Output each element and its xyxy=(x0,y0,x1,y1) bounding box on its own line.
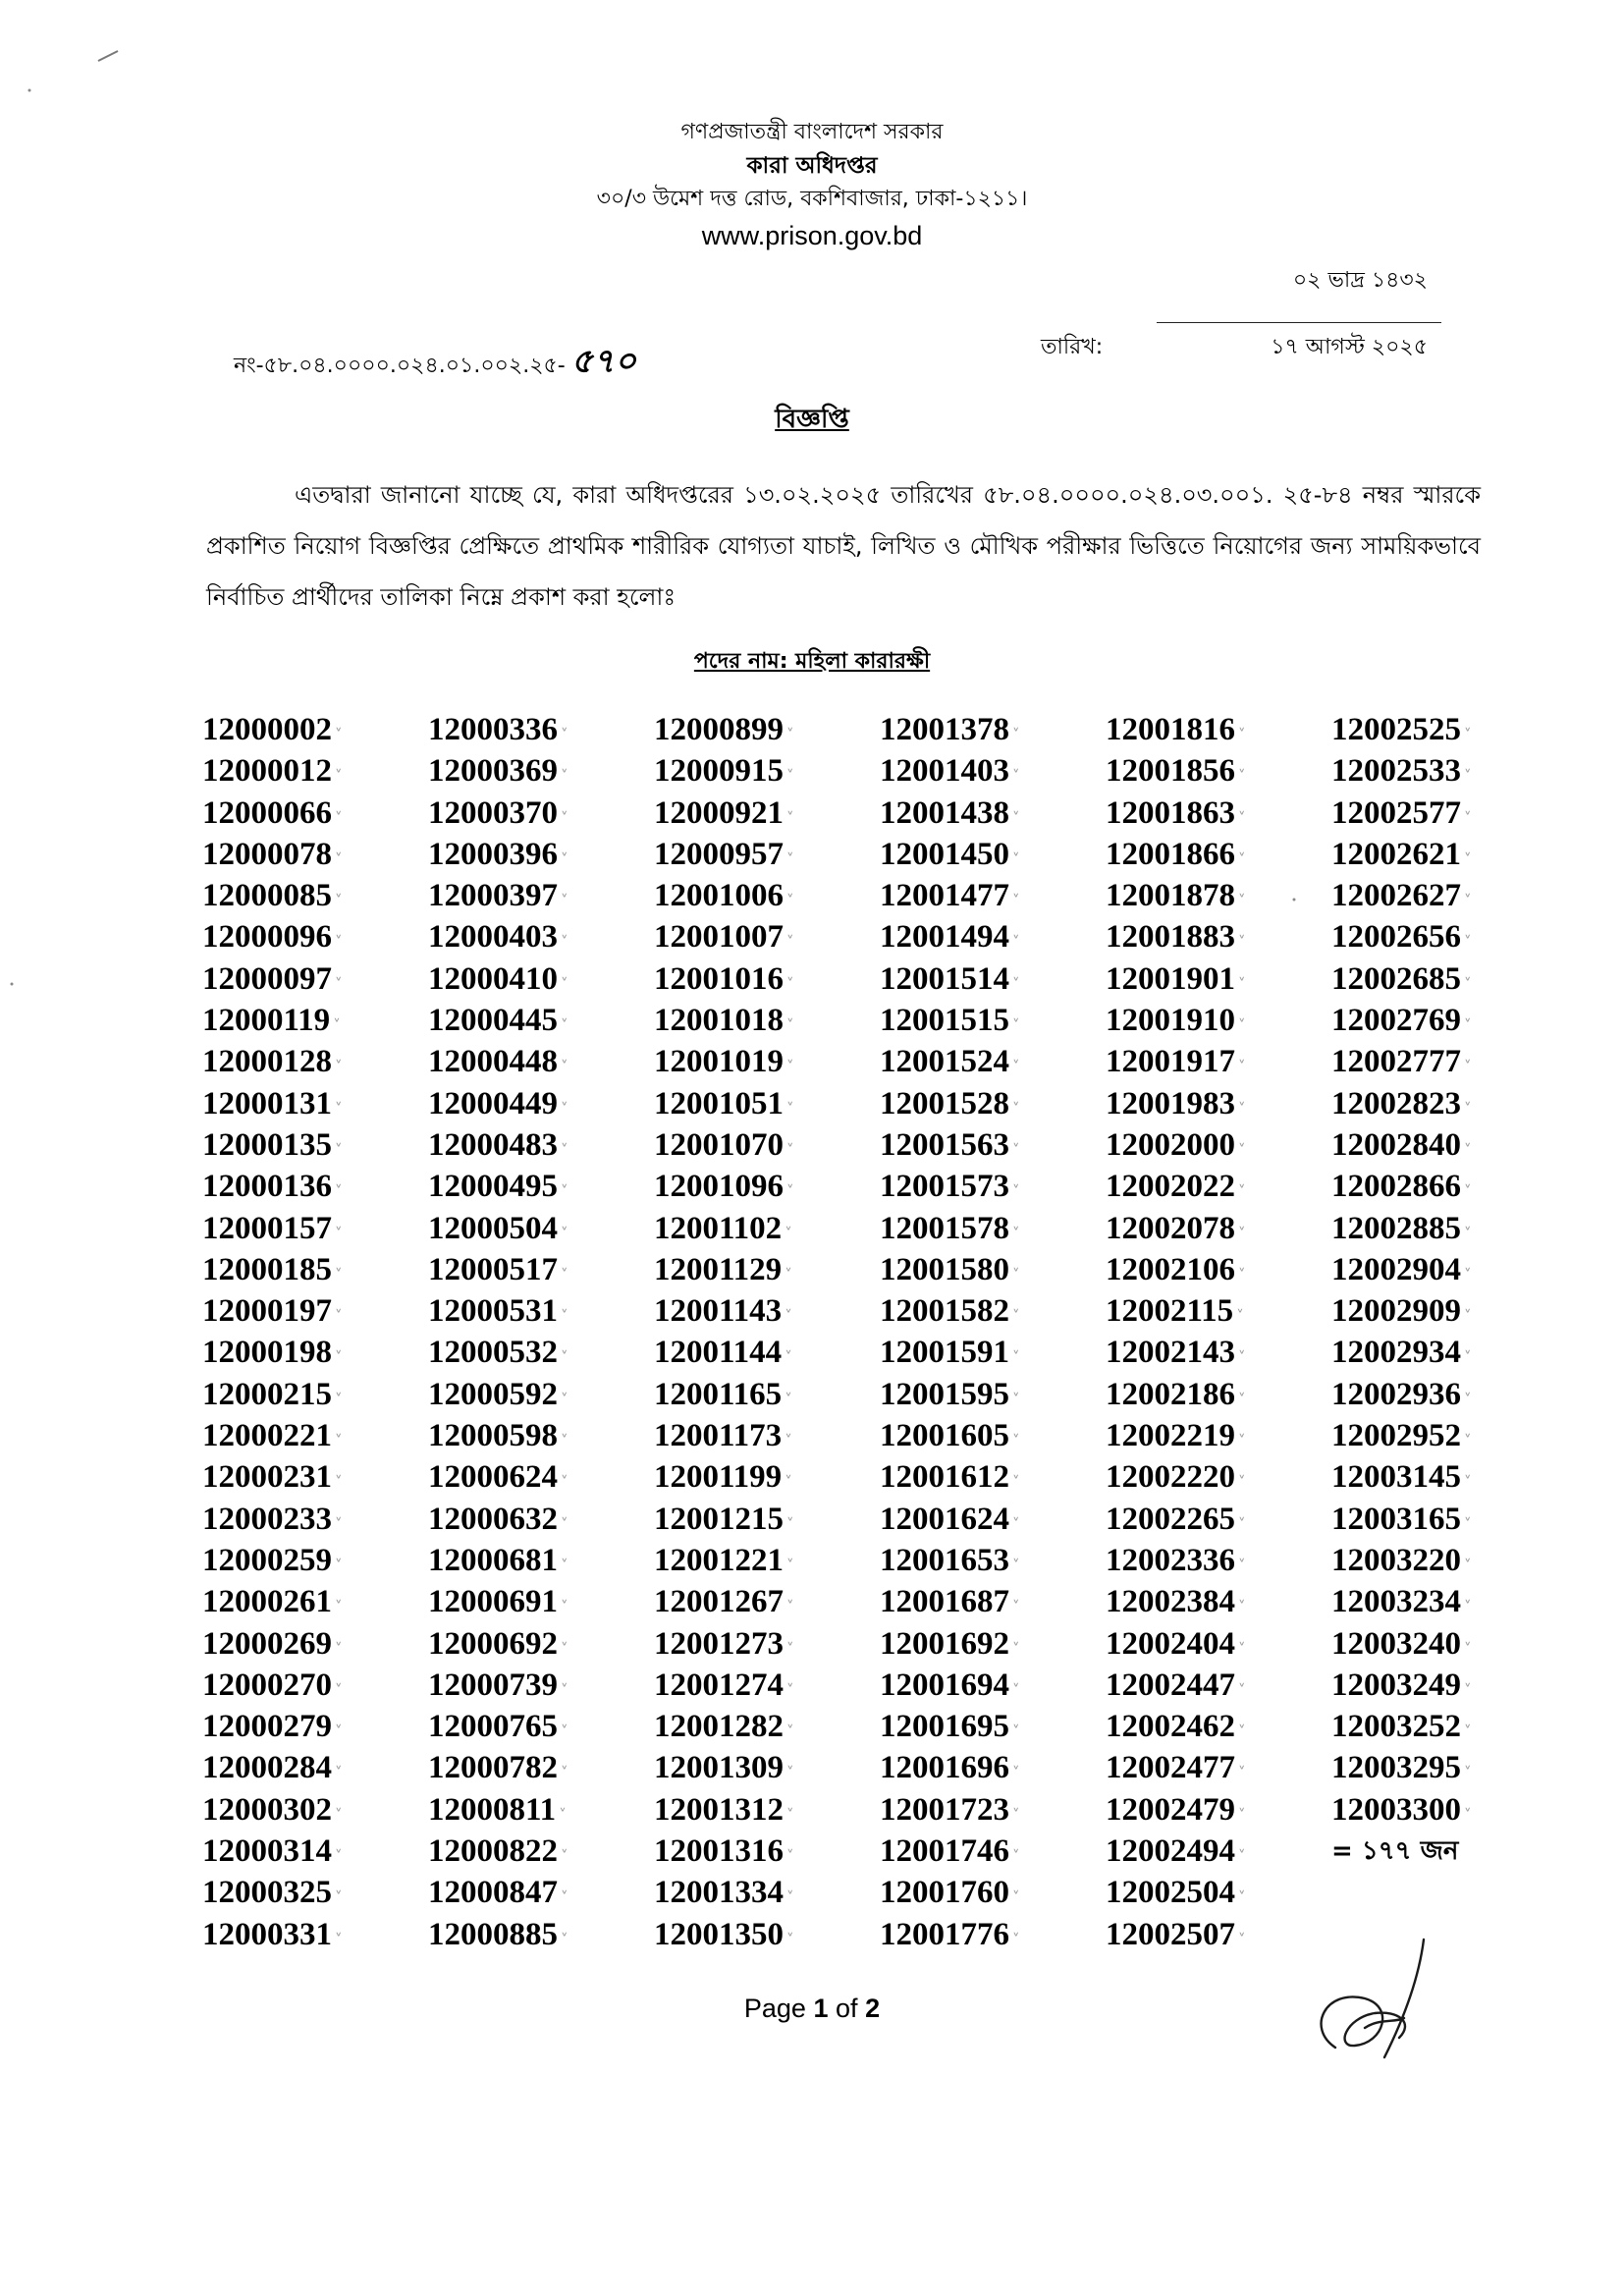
roll-number: 12003220 ˅ xyxy=(1331,1540,1557,1581)
roll-number: 12000445 ˅ xyxy=(428,1000,654,1041)
roll-number: 12000739 ˅ xyxy=(428,1665,654,1706)
post-title-text: পদের নাম: মহিলা কারারক্ষী xyxy=(693,649,931,674)
roll-number: 12002115 ˅ xyxy=(1106,1290,1331,1332)
roll-number: 12002885 ˅ xyxy=(1331,1208,1557,1249)
roll-number: 12002462 ˅ xyxy=(1106,1706,1331,1747)
roll-number: 12000921 ˅ xyxy=(654,793,880,834)
roll-number: 12002404 ˅ xyxy=(1106,1623,1331,1665)
roll-number: 12001477 ˅ xyxy=(880,875,1106,916)
roll-number: 12001878 ˅ xyxy=(1106,875,1331,916)
notice-title xyxy=(0,399,1624,442)
roll-number: 12000483 ˅ xyxy=(428,1124,654,1166)
date-divider xyxy=(1157,322,1441,323)
roll-number: 12002186 ˅ xyxy=(1106,1374,1331,1415)
roll-number: 12001746 ˅ xyxy=(880,1831,1106,1872)
roll-number: 12000157 ˅ xyxy=(202,1208,428,1249)
roll-column xyxy=(1106,709,1331,1955)
office-name: কারা অধিদপ্তর xyxy=(746,153,878,179)
roll-number: 12001273 ˅ xyxy=(654,1623,880,1665)
roll-number: 12000397 ˅ xyxy=(428,875,654,916)
roll-number: 12002866 ˅ xyxy=(1331,1166,1557,1207)
roll-column xyxy=(428,709,654,1955)
roll-number: 12001528 ˅ xyxy=(880,1083,1106,1124)
roll-number: 12000233 ˅ xyxy=(202,1499,428,1540)
roll-number: 12001653 ˅ xyxy=(880,1540,1106,1581)
date-label: তারিখ: xyxy=(1041,335,1104,359)
roll-number: 12001582 ˅ xyxy=(880,1290,1106,1332)
roll-number: 12000325 ˅ xyxy=(202,1872,428,1913)
roll-number: 12000119 ˅ xyxy=(202,1000,428,1041)
roll-number: 12001696 ˅ xyxy=(880,1747,1106,1788)
roll-number: 12001494 ˅ xyxy=(880,916,1106,957)
roll-number: 12001051 ˅ xyxy=(654,1083,880,1124)
government-name: গণপ্রজাতন্ত্রী বাংলাদেশ সরকার xyxy=(680,120,944,144)
roll-number: 12002577 ˅ xyxy=(1331,793,1557,834)
roll-number: 12000449 ˅ xyxy=(428,1083,654,1124)
roll-number: 12001274 ˅ xyxy=(654,1665,880,1706)
roll-number: 12001695 ˅ xyxy=(880,1706,1106,1747)
roll-number: 12000598 ˅ xyxy=(428,1415,654,1456)
roll-number: 12001863 ˅ xyxy=(1106,793,1331,834)
roll-number: 12000811 ˅ xyxy=(428,1789,654,1831)
roll-number: 12001215 ˅ xyxy=(654,1499,880,1540)
roll-number: 12002220 ˅ xyxy=(1106,1456,1331,1498)
roll-number: 12001515 ˅ xyxy=(880,1000,1106,1041)
roll-number: 12002952 ˅ xyxy=(1331,1415,1557,1456)
website-text: www.prison.gov.bd xyxy=(701,221,923,250)
roll-number: 12000261 ˅ xyxy=(202,1581,428,1622)
roll-number: 12000504 ˅ xyxy=(428,1208,654,1249)
roll-number: 12002533 ˅ xyxy=(1331,750,1557,792)
roll-number: 12001102 ˅ xyxy=(654,1208,880,1249)
roll-number: 12000135 ˅ xyxy=(202,1124,428,1166)
roll-number: 12000314 ˅ xyxy=(202,1831,428,1872)
roll-number: 12003249 ˅ xyxy=(1331,1665,1557,1706)
page-word: Page xyxy=(743,1994,806,2023)
roll-number: 12000369 ˅ xyxy=(428,750,654,792)
roll-number: 12001760 ˅ xyxy=(880,1872,1106,1913)
roll-number: 12001917 ˅ xyxy=(1106,1041,1331,1082)
roll-number: 12001334 ˅ xyxy=(654,1872,880,1913)
roll-number: 12000632 ˅ xyxy=(428,1499,654,1540)
roll-number: 12001006 ˅ xyxy=(654,875,880,916)
roll-number: 12001578 ˅ xyxy=(880,1208,1106,1249)
roll-number: 12001910 ˅ xyxy=(1106,1000,1331,1041)
roll-number: 12002936 ˅ xyxy=(1331,1374,1557,1415)
roll-number: 12000681 ˅ xyxy=(428,1540,654,1581)
roll-number: 12001776 ˅ xyxy=(880,1914,1106,1955)
roll-number: 12002479 ˅ xyxy=(1106,1789,1331,1831)
roll-number: 12001605 ˅ xyxy=(880,1415,1106,1456)
roll-number: 12000012 ˅ xyxy=(202,750,428,792)
roll-number: 12000396 ˅ xyxy=(428,834,654,875)
roll-number: 12001624 ˅ xyxy=(880,1499,1106,1540)
roll-column xyxy=(880,709,1106,1955)
roll-column xyxy=(202,709,428,1955)
roll-number: 12001173 ˅ xyxy=(654,1415,880,1456)
roll-number: 12001573 ˅ xyxy=(880,1166,1106,1207)
roll-number: 12003295 ˅ xyxy=(1331,1747,1557,1788)
roll-number: 12002265 ˅ xyxy=(1106,1499,1331,1540)
date-value: ১৭ আগস্ট ২০২৫ xyxy=(1271,335,1428,359)
roll-number: 12002219 ˅ xyxy=(1106,1415,1331,1456)
roll-number: 12003252 ˅ xyxy=(1331,1706,1557,1747)
post-title xyxy=(0,644,1624,681)
roll-number: 12002909 ˅ xyxy=(1331,1290,1557,1332)
roll-number: 12001580 ˅ xyxy=(880,1249,1106,1290)
roll-number: 12002384 ˅ xyxy=(1106,1581,1331,1622)
signature-icon xyxy=(1306,1920,1483,2077)
roll-number: 12001563 ˅ xyxy=(880,1124,1106,1166)
roll-number: 12000336 ˅ xyxy=(428,709,654,750)
roll-number: 12003234 ˅ xyxy=(1331,1581,1557,1622)
roll-number: 12001267 ˅ xyxy=(654,1581,880,1622)
roll-number: 12001816 ˅ xyxy=(1106,709,1331,750)
roll-number: 12000231 ˅ xyxy=(202,1456,428,1498)
roll-number: 12001723 ˅ xyxy=(880,1789,1106,1831)
office-address: ৩০/৩ উমেশ দত্ত রোড, বকশিবাজার, ঢাকা-১২১১। xyxy=(596,187,1028,211)
roll-number: 12001438 ˅ xyxy=(880,793,1106,834)
roll-number: 12000899 ˅ xyxy=(654,709,880,750)
roll-number: 12002621 ˅ xyxy=(1331,834,1557,875)
roll-number: 12000885 ˅ xyxy=(428,1914,654,1955)
memo-handwritten-number: ৫৭০ xyxy=(570,342,637,381)
roll-number: 12000691 ˅ xyxy=(428,1581,654,1622)
roll-number: 12000624 ˅ xyxy=(428,1456,654,1498)
roll-number: 12000085 ˅ xyxy=(202,875,428,916)
roll-number: 12000096 ˅ xyxy=(202,916,428,957)
roll-number: 12001309 ˅ xyxy=(654,1747,880,1788)
roll-number: 12000517 ˅ xyxy=(428,1249,654,1290)
roll-number: 12001350 ˅ xyxy=(654,1914,880,1955)
document-header xyxy=(0,116,1624,255)
roll-number: 12002525 ˅ xyxy=(1331,709,1557,750)
roll-number: 12001143 ˅ xyxy=(654,1290,880,1332)
roll-number: 12001144 ˅ xyxy=(654,1332,880,1373)
roll-number: 12001883 ˅ xyxy=(1106,916,1331,957)
roll-number: 12003300 ˅ xyxy=(1331,1789,1557,1831)
roll-column xyxy=(1331,709,1557,1955)
roll-number: 12000284 ˅ xyxy=(202,1747,428,1788)
roll-number: 12002143 ˅ xyxy=(1106,1332,1331,1373)
page-of-word: of xyxy=(836,1994,858,2023)
notice-title-text: বিজ্ঞপ্তি xyxy=(775,405,849,434)
roll-number: 12001866 ˅ xyxy=(1106,834,1331,875)
roll-number: 12000370 ˅ xyxy=(428,793,654,834)
roll-number: 12001595 ˅ xyxy=(880,1374,1106,1415)
bangla-date: ০২ ভাদ্র ১৪৩২ xyxy=(1292,268,1428,293)
total-count: = ১৭৭ জন xyxy=(1331,1836,1459,1867)
roll-number: 12000302 ˅ xyxy=(202,1789,428,1831)
roll-number: 12000279 ˅ xyxy=(202,1706,428,1747)
roll-number: 12000215 ˅ xyxy=(202,1374,428,1415)
roll-number: 12003240 ˅ xyxy=(1331,1623,1557,1665)
roll-number: 12002823 ˅ xyxy=(1331,1083,1557,1124)
roll-number: 12000531 ˅ xyxy=(428,1290,654,1332)
roll-number: 12000197 ˅ xyxy=(202,1290,428,1332)
roll-number: 12002106 ˅ xyxy=(1106,1249,1331,1290)
roll-number: 12000495 ˅ xyxy=(428,1166,654,1207)
roll-column xyxy=(654,709,880,1955)
roll-number: 12001901 ˅ xyxy=(1106,958,1331,1000)
roll-number: 12002336 ˅ xyxy=(1106,1540,1331,1581)
page-total: 2 xyxy=(865,1994,881,2023)
roll-number: 12000957 ˅ xyxy=(654,834,880,875)
roll-number: 12001514 ˅ xyxy=(880,958,1106,1000)
roll-number: 12002078 ˅ xyxy=(1106,1208,1331,1249)
roll-number: 12001019 ˅ xyxy=(654,1041,880,1082)
roll-number: 12000331 ˅ xyxy=(202,1914,428,1955)
roll-number: 12003165 ˅ xyxy=(1331,1499,1557,1540)
roll-number: 12001129 ˅ xyxy=(654,1249,880,1290)
memo-prefix: নং-৫৮.০৪.০০০০.০২৪.০১.০০২.২৫- xyxy=(234,354,566,378)
roll-number: 12000066 ˅ xyxy=(202,793,428,834)
roll-number: 12002656 ˅ xyxy=(1331,916,1557,957)
roll-number: 12000692 ˅ xyxy=(428,1623,654,1665)
roll-number: 12001687 ˅ xyxy=(880,1581,1106,1622)
roll-number: 12002477 ˅ xyxy=(1106,1747,1331,1788)
notice-body: এতদ্বারা জানানো যাচ্ছে যে, কারা অধিদপ্তরের ১৩.০২.২০২৫ তারিখের ৫৮.০৪.০০০০.০২৪.০৩.০০১. ২৫-৮৪ নম্বর স্মারকে প্রকাশিত নিয়োগ বিজ্ঞপ্তির প্রেক্ষিতে প্রাথমিক শারীরিক যোগ্যতা যাচাই, লিখিত ও মৌখিক পরীক্ষার ভিত্তিতে নিয়োগের জন্য সাময়িকভাবে নির্বাচিত প্রার্থীদের তালিকা নিম্নে প্রকাশ করা হলোঃ xyxy=(206,481,1481,611)
roll-number: 12000259 ˅ xyxy=(202,1540,428,1581)
roll-number: 12000097 ˅ xyxy=(202,958,428,1000)
roll-number: 12000915 ˅ xyxy=(654,750,880,792)
roll-number: 12001694 ˅ xyxy=(880,1665,1106,1706)
roll-number: 12001316 ˅ xyxy=(654,1831,880,1872)
roll-number: 12001312 ˅ xyxy=(654,1789,880,1831)
roll-number: 12000592 ˅ xyxy=(428,1374,654,1415)
roll-number: 12000221 ˅ xyxy=(202,1415,428,1456)
roll-number: 12001007 ˅ xyxy=(654,916,880,957)
roll-number: 12000131 ˅ xyxy=(202,1083,428,1124)
roll-number: 12000847 ˅ xyxy=(428,1872,654,1913)
roll-number: 12002934 ˅ xyxy=(1331,1332,1557,1373)
roll-number: 12001096 ˅ xyxy=(654,1166,880,1207)
roll-number: 12000078 ˅ xyxy=(202,834,428,875)
roll-number: 12001692 ˅ xyxy=(880,1623,1106,1665)
roll-number: 12000822 ˅ xyxy=(428,1831,654,1872)
roll-number: 12001018 ˅ xyxy=(654,1000,880,1041)
roll-number: 12002022 ˅ xyxy=(1106,1166,1331,1207)
roll-number: 12001378 ˅ xyxy=(880,709,1106,750)
roll-number: 12000198 ˅ xyxy=(202,1332,428,1373)
roll-number: 12000002 ˅ xyxy=(202,709,428,750)
roll-number: 12001983 ˅ xyxy=(1106,1083,1331,1124)
roll-number: 12000270 ˅ xyxy=(202,1665,428,1706)
roll-number: 12000532 ˅ xyxy=(428,1332,654,1373)
roll-number: 12001591 ˅ xyxy=(880,1332,1106,1373)
roll-number: 12001403 ˅ xyxy=(880,750,1106,792)
roll-number: 12002507 ˅ xyxy=(1106,1914,1331,1955)
roll-number: 12000782 ˅ xyxy=(428,1747,654,1788)
page-current: 1 xyxy=(813,1994,829,2023)
roll-number: 12000410 ˅ xyxy=(428,958,654,1000)
roll-number: 12000136 ˅ xyxy=(202,1166,428,1207)
roll-number: 12002685 ˅ xyxy=(1331,958,1557,1000)
roll-number: 12002777 ˅ xyxy=(1331,1041,1557,1082)
roll-number: 12001282 ˅ xyxy=(654,1706,880,1747)
roll-number: 12000185 ˅ xyxy=(202,1249,428,1290)
roll-number-grid xyxy=(202,709,1557,1955)
roll-number: 12000765 ˅ xyxy=(428,1706,654,1747)
roll-number: 12002840 ˅ xyxy=(1331,1124,1557,1166)
roll-number: 12001199 ˅ xyxy=(654,1456,880,1498)
roll-number: 12000403 ˅ xyxy=(428,916,654,957)
roll-number: 12001016 ˅ xyxy=(654,958,880,1000)
roll-number: 12001221 ˅ xyxy=(654,1540,880,1581)
roll-number: 12000448 ˅ xyxy=(428,1041,654,1082)
roll-number: 12002447 ˅ xyxy=(1106,1665,1331,1706)
roll-number: 12003145 ˅ xyxy=(1331,1456,1557,1498)
roll-number: 12001450 ˅ xyxy=(880,834,1106,875)
roll-number: 12001070 ˅ xyxy=(654,1124,880,1166)
roll-number: 12002000 ˅ xyxy=(1106,1124,1331,1166)
roll-number: 12001165 ˅ xyxy=(654,1374,880,1415)
roll-number: 12002627 ˅ xyxy=(1331,875,1557,916)
roll-number: 12001856 ˅ xyxy=(1106,750,1331,792)
memo-number xyxy=(234,336,636,392)
roll-number: 12001612 ˅ xyxy=(880,1456,1106,1498)
roll-number: 12002904 ˅ xyxy=(1331,1249,1557,1290)
roll-number: 12001524 ˅ xyxy=(880,1041,1106,1082)
roll-number: 12002504 ˅ xyxy=(1106,1872,1331,1913)
roll-number: 12000128 ˅ xyxy=(202,1041,428,1082)
roll-number: 12002769 ˅ xyxy=(1331,1000,1557,1041)
roll-number: 12002494 ˅ xyxy=(1106,1831,1331,1872)
roll-number: 12000269 ˅ xyxy=(202,1623,428,1665)
